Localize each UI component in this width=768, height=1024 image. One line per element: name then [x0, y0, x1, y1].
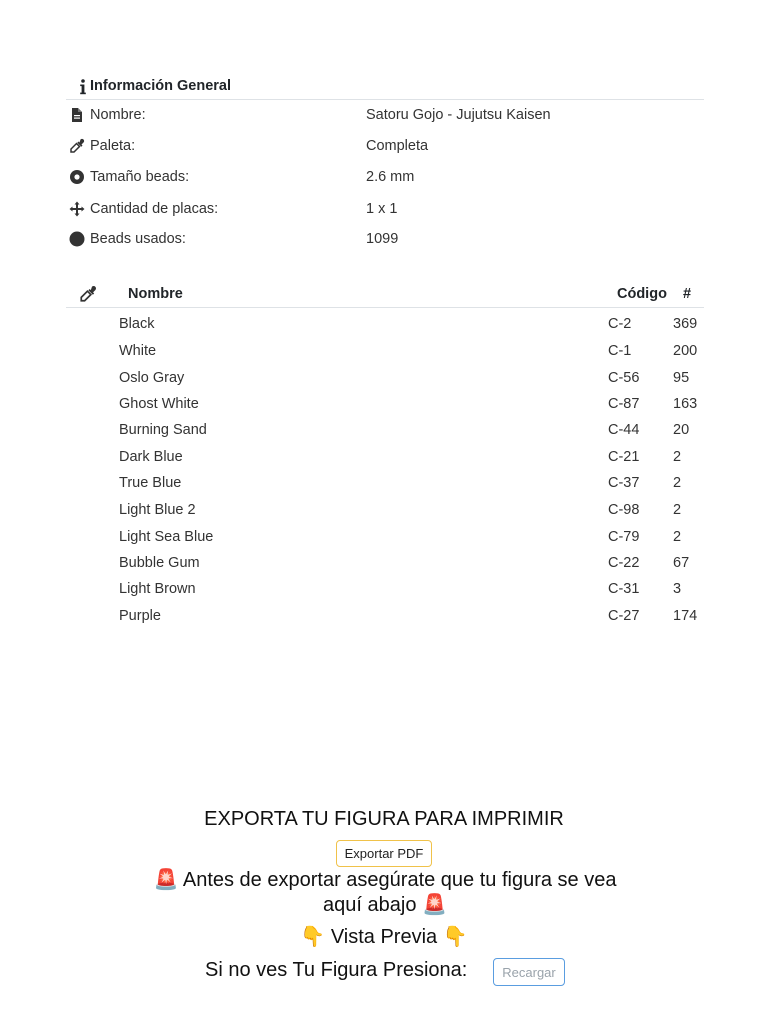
color-code: C-1: [608, 343, 632, 359]
color-count: 2: [673, 475, 682, 491]
table-row: [66, 444, 706, 470]
move-icon: [69, 201, 85, 217]
export-pdf-button[interactable]: Exportar PDF: [336, 840, 432, 867]
table-row: [66, 470, 706, 496]
column-header-count: #: [683, 286, 692, 302]
color-code: C-87: [608, 396, 640, 412]
info-row-bead-size: [66, 166, 706, 190]
color-count: 174: [673, 608, 698, 624]
color-count: 2: [673, 502, 682, 518]
info-value: 2.6 mm: [366, 169, 415, 185]
info-icon: [79, 78, 87, 96]
reload-button[interactable]: Recargar: [493, 958, 565, 986]
table-row: [66, 603, 706, 629]
preview-text: Vista Previa: [330, 926, 438, 948]
color-name: True Blue: [119, 475, 182, 491]
color-count: 2: [673, 529, 682, 545]
export-title: EXPORTA TU FIGURA PARA IMPRIMIR: [204, 808, 564, 830]
info-row-beads-used: [66, 228, 706, 252]
color-code: C-2: [608, 316, 632, 332]
info-label: Beads usados:: [90, 231, 186, 247]
color-name: Purple: [119, 608, 161, 624]
info-row-name: [66, 104, 706, 128]
column-header-code: Código: [617, 286, 667, 302]
color-count: 67: [673, 555, 690, 571]
color-code: C-37: [608, 475, 640, 491]
color-count: 163: [673, 396, 698, 412]
color-name: Light Brown: [119, 581, 196, 597]
color-code: C-21: [608, 449, 640, 465]
info-label: Tamaño beads:: [90, 169, 190, 185]
color-count: 2: [673, 449, 682, 465]
info-value: 1 x 1: [366, 201, 398, 217]
file-icon: [69, 107, 85, 123]
column-header-name: Nombre: [128, 286, 183, 302]
pointing-down-icon: 👇: [442, 926, 468, 948]
info-row-palette: [66, 135, 706, 159]
color-code: C-98: [608, 502, 640, 518]
color-code: C-31: [608, 581, 640, 597]
color-count: 20: [673, 422, 690, 438]
table-row: [66, 365, 706, 391]
info-label: Nombre:: [90, 107, 146, 123]
color-count: 200: [673, 343, 698, 359]
color-name: Ghost White: [119, 396, 199, 412]
color-name: Burning Sand: [119, 422, 207, 438]
info-value: 1099: [366, 231, 399, 247]
info-label: Cantidad de placas:: [90, 201, 219, 217]
general-info-title: Información General: [90, 78, 232, 94]
circle-icon: [69, 231, 85, 247]
table-row: [66, 417, 706, 443]
color-code: C-79: [608, 529, 640, 545]
export-warning: [140, 868, 630, 918]
color-name: Oslo Gray: [119, 370, 185, 386]
siren-icon: 🚨: [422, 894, 447, 916]
general-info-header: [66, 76, 704, 100]
table-row: [66, 311, 706, 337]
info-value: Satoru Gojo - Jujutsu Kaisen: [366, 107, 551, 123]
table-row: [66, 524, 706, 550]
table-row: [66, 391, 706, 417]
pointing-down-icon: 👇: [300, 926, 326, 948]
color-code: C-56: [608, 370, 640, 386]
color-code: C-22: [608, 555, 640, 571]
siren-icon: 🚨: [153, 869, 179, 891]
color-count: 95: [673, 370, 690, 386]
info-value: Completa: [366, 138, 429, 154]
colors-table-header: [66, 283, 704, 308]
color-name: Black: [119, 316, 155, 332]
table-row: [66, 550, 706, 576]
info-row-plates: [66, 198, 706, 222]
color-name: Bubble Gum: [119, 555, 200, 571]
color-name: Light Sea Blue: [119, 529, 214, 545]
color-count: 369: [673, 316, 698, 332]
info-label: Paleta:: [90, 138, 136, 154]
color-code: C-27: [608, 608, 640, 624]
reload-label: Si no ves Tu Figura Presiona:: [205, 959, 468, 981]
table-row: [66, 576, 706, 602]
bead-icon: [69, 169, 85, 185]
warning-text: Antes de exportar asegúrate que tu figura se vea aquí abajo: [182, 869, 617, 916]
color-count: 3: [673, 581, 682, 597]
table-row: [66, 497, 706, 523]
color-name: White: [119, 343, 157, 359]
preview-heading: [0, 924, 768, 949]
color-name: Dark Blue: [119, 449, 183, 465]
color-name: Light Blue 2: [119, 502, 196, 518]
table-row: [66, 338, 706, 364]
eyedropper-icon: [69, 138, 85, 154]
eyedropper-icon: [79, 285, 97, 303]
color-code: C-44: [608, 422, 640, 438]
